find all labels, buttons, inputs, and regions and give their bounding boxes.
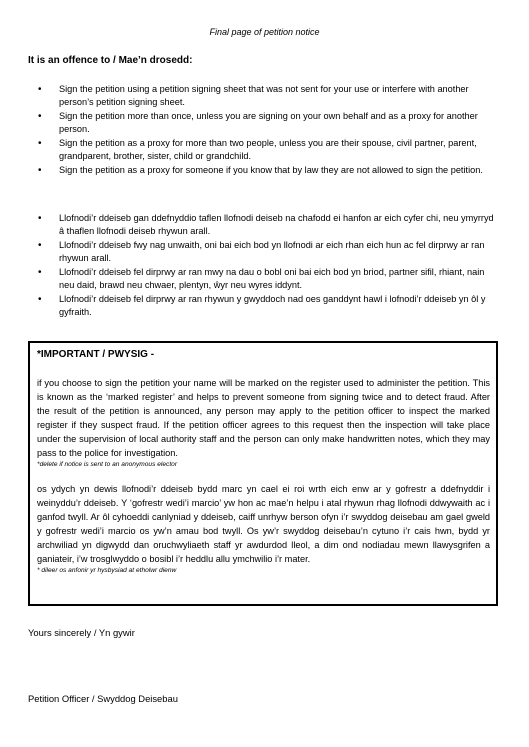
list-item: • Sign the petition as a proxy for more than two people, unless you are their spouse, civil partner, parent, grandparent, brother, sister, child or grandchild.	[38, 137, 500, 163]
important-notice-box	[28, 341, 498, 606]
important-english-text: if you choose to sign the petition your name will be marked on the register used to administer the petition. This is known as the ‘marked register’ and helps to prevent someone from signing twice and to detect fraud. After the result of the petition is announced, any person may apply to the petition officer to inspect the marked register if they suspect fraud. If the petition officer agrees to this request then the inspection will take place under the supervision of local authority staff and the person can only make handwritten notes, which they may pass to the police for investigation.	[37, 378, 490, 458]
list-item: • Llofnodi’r ddeiseb fel dirprwy ar ran mwy na dau o bobl oni bai eich bod yn briod, partner sifil, rhiant, nain neu daid, brawd neu chwaer, plentyn, ŵyr neu wyres iddynt.	[38, 266, 500, 292]
list-item: • Sign the petition using a petition signing sheet that was not sent for your use or interfere with another person’s petition signing sheet.	[38, 83, 500, 109]
closing-sincerely: Yours sincerely / Yn gywir	[28, 627, 135, 638]
important-welsh-text: os ydych yn dewis llofnodi’r ddeiseb bydd marc yn cael ei roi wrth eich enw ar y gofrestr a ddefnyddir i weinyddu’r ddeiseb. Y ‘gofrestr wedi’i marcio’ yw hon ac mae’n helpu i atal rhywun rhag llofnodi ddwywaith ac i ganfod twyll. Ar ôl cyhoeddi canlyniad y ddeiseb, caiff unrhyw berson ofyn i’r swyddog deisebau am gael gweld y gofrestr wedi’i marcio os yw’n amau bod twyll. Os yw’r swyddog deisebau’n cytuno i’r cais hwn, bydd yr archwiliad yn digwydd dan oruchwyliaeth staff yr awdurdod lleol, a dim ond nodiadau mewn llawysgrifen a ganiateir, i’w trosglwyddo o bosibl i’r heddlu allu ymchwilio i’r mater.	[37, 484, 490, 564]
list-item: • Sign the petition more than once, unless you are signing on your own behalf and as a proxy for another person.	[38, 110, 500, 136]
english-offence-list	[38, 83, 500, 178]
important-title: *IMPORTANT / PWYSIG -	[37, 349, 155, 360]
list-item: • Sign the petition as a proxy for someone if you know that by law they are not allowed to sign the petition.	[38, 164, 500, 177]
signatory-title: Petition Officer / Swyddog Deisebau	[28, 693, 178, 704]
list-item: • Llofnodi’r ddeiseb gan ddefnyddio taflen llofnodi deiseb na chafodd ei hanfon ar eich cyfer chi, neu ymyrryd â thaflen llofnodi deiseb rhywun arall.	[38, 212, 500, 238]
welsh-offence-list	[38, 212, 500, 320]
list-item: • Llofnodi’r ddeiseb fel dirprwy ar ran rhywun y gwyddoch nad oes ganddynt hawl i lofnodi’r ddeiseb yn ôl y gyfraith.	[38, 293, 500, 319]
english-footnote: *delete if notice is sent to an anonymous elector	[37, 461, 178, 468]
list-item: • Llofnodi’r ddeiseb fwy nag unwaith, oni bai eich bod yn llofnodi ar eich rhan eich hun ac fel dirprwy ar ran rhywun arall.	[38, 239, 500, 265]
welsh-footnote: * dileer os anfonir yr hysbysiad at etholwr dienw	[37, 567, 177, 574]
offence-heading: It is an offence to / Mae’n drosedd:	[28, 55, 193, 66]
page-header: Final page of petition notice	[209, 27, 320, 37]
